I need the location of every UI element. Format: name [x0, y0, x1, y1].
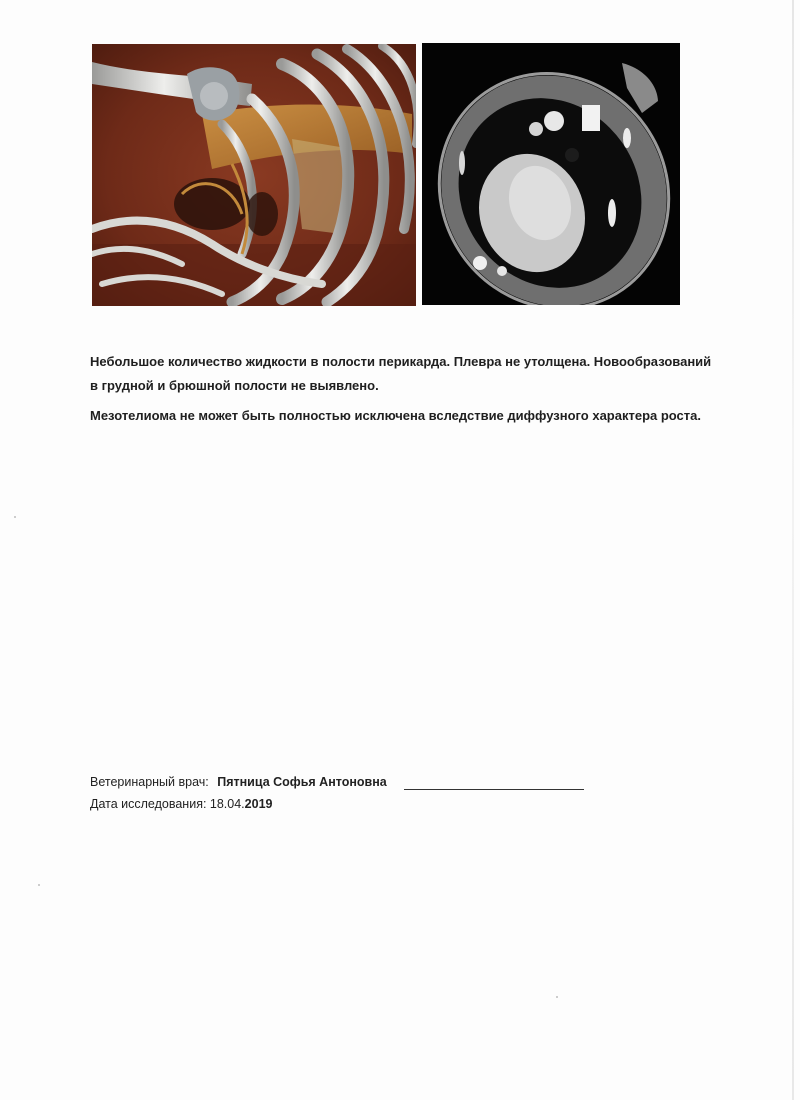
signature-label: Ветеринарный врач: [90, 775, 209, 789]
ct-axial-image [422, 43, 680, 305]
examination-date-line [90, 797, 272, 811]
signature-underline [404, 789, 584, 790]
findings-paragraph: Небольшое количество жидкости в полости перикарда. Плевра не утолщена. Новообразований в грудной и брюшной полости не выявлено. [90, 354, 712, 393]
conclusion-paragraph: Мезотелиома не может быть полностью исключена вследствие диффузного характера роста. [90, 408, 701, 423]
date-label: Дата исследования: 18.04. [90, 797, 245, 811]
scan-speck [14, 516, 16, 518]
date-year: 2019 [244, 797, 273, 811]
scan-speck [38, 884, 40, 886]
scan-speck [556, 996, 558, 998]
veterinarian-name: Пятница Софья Антоновна [217, 775, 387, 789]
scan-edge [792, 0, 794, 1100]
signature-line [90, 775, 387, 789]
3d-reconstruction-image [92, 44, 416, 306]
